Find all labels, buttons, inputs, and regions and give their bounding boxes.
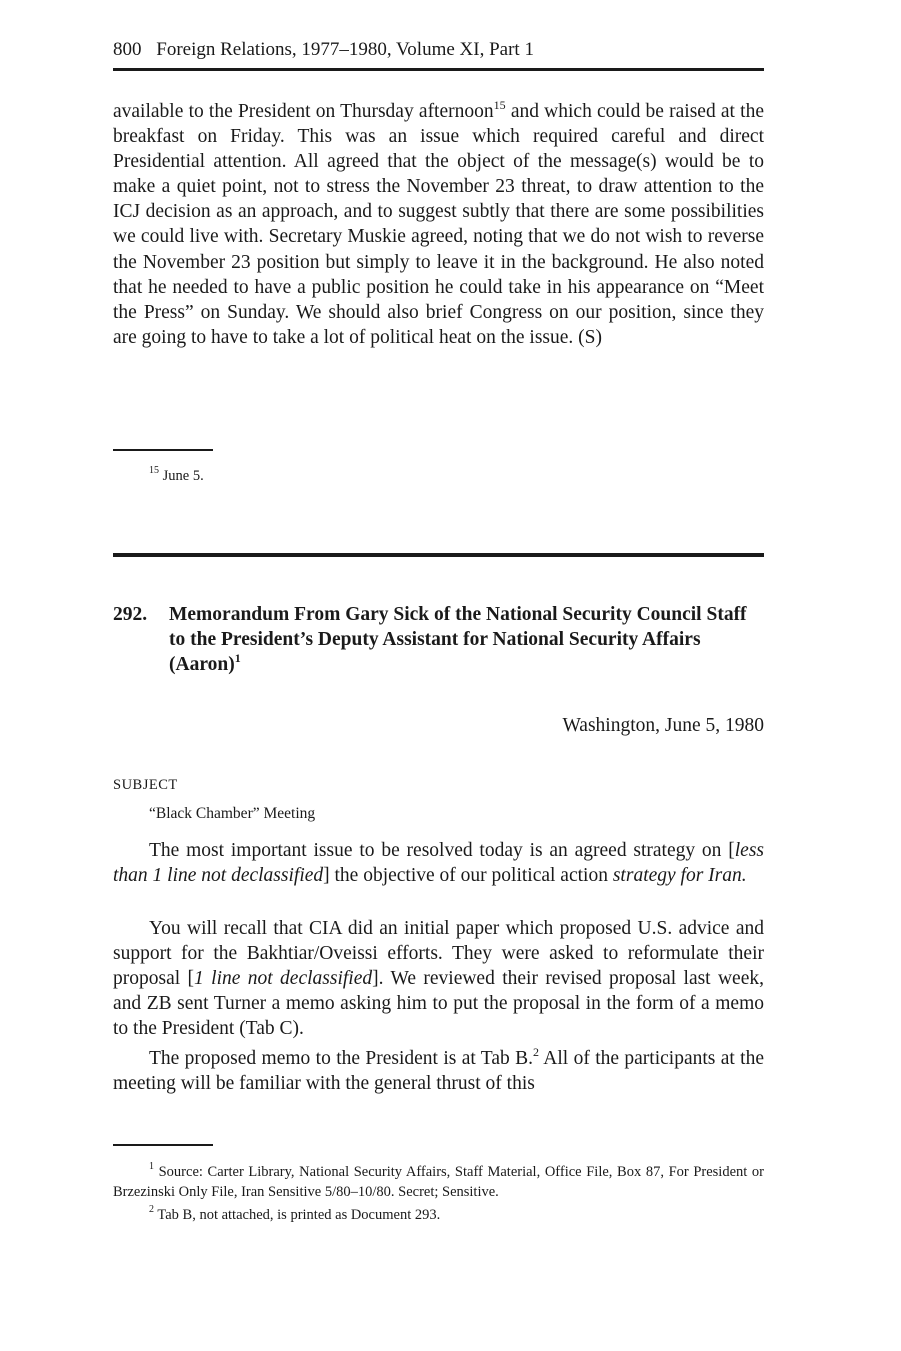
continuation-paragraph bbox=[113, 99, 764, 350]
footnote-rule-2 bbox=[113, 1144, 213, 1146]
continuation-text-start: available to the President on Thursday afternoon bbox=[113, 101, 494, 122]
continuation-text-rest: and which could be raised at the breakfast on Friday. This was an issue which required careful and direct Presidential attention. All agreed that the object of the message(s) would be to make a quiet point, not to stress the November 23 threat, to draw attention to the ICJ decision as an approach, and to suggest subtly that there are some possibilities we could live with. Secretary Muskie agreed, noting that we do not wish to reverse the November 23 position but simply to leave it in the background. He also noted that he needed to have a public position he could take in his appearance on “Meet the Press” on Sunday. We should also brief Congress on our position, since they are going to have to take a lot of political heat on the issue. (S) bbox=[113, 101, 764, 348]
document-heading bbox=[113, 602, 764, 677]
body-paragraph-3 bbox=[113, 1046, 764, 1096]
p1-redaction-note: less than 1 line not declassified bbox=[113, 840, 764, 887]
footnote-ref-15[interactable]: 15 bbox=[493, 97, 506, 112]
p1-text-b: ] the objective of our political action bbox=[323, 865, 613, 887]
body-paragraph-1 bbox=[113, 838, 764, 888]
footnote-text: Tab B, not attached, is printed as Document 293. bbox=[154, 1207, 441, 1223]
footnote-15 bbox=[113, 466, 764, 486]
page-number: 800 bbox=[113, 39, 142, 60]
subject-label: SUBJECT bbox=[113, 777, 178, 793]
subject-text: “Black Chamber” Meeting bbox=[149, 805, 316, 822]
document-separator-rule bbox=[113, 553, 764, 557]
footnote-rule bbox=[113, 449, 213, 451]
footnote-2 bbox=[113, 1205, 764, 1225]
body-paragraph-2 bbox=[113, 916, 764, 1041]
footnote-ref-2[interactable]: 2 bbox=[533, 1044, 539, 1059]
document-number: 292. bbox=[113, 604, 148, 625]
p2-redaction-note: 1 line not declassified bbox=[194, 968, 373, 990]
p3-text-b: All of the participants at the meeting will be familiar with the general thrust of this bbox=[113, 1048, 764, 1095]
running-head-title: Foreign Relations, 1977–1980, Volume XI, Part 1 bbox=[156, 39, 534, 60]
document-title-text: Memorandum From Gary Sick of the National Security Council Staff to the President’s Deputy Assistant for National Security Affairs (Aaron) bbox=[169, 604, 747, 675]
header-rule bbox=[113, 68, 764, 71]
footnote-1 bbox=[113, 1162, 764, 1202]
footnote-text: Source: Carter Library, National Security Affairs, Staff Material, Office File, Box 87, For President or Brzezinski Only File, Iran Sensitive 5/80–10/80. Secret; Sensitive. bbox=[113, 1164, 764, 1200]
p1-text-a: The most important issue to be resolved today is an agreed strategy on [ bbox=[149, 840, 735, 861]
p1-text-italic: strategy for Iran. bbox=[612, 865, 747, 887]
dateline: Washington, June 5, 1980 bbox=[562, 715, 764, 736]
footnote-number: 1 bbox=[149, 1161, 154, 1173]
running-head bbox=[113, 38, 764, 62]
p3-text-a: The proposed memo to the President is at Tab B. bbox=[149, 1048, 533, 1069]
document-title bbox=[169, 602, 764, 677]
footnote-text: June 5. bbox=[159, 468, 204, 484]
p2-text-a: You will recall that CIA did an initial paper which proposed U.S. advice and support for the Bakhtiar/Oveissi efforts. They were asked to reformulate their proposal [ bbox=[113, 918, 764, 990]
p2-text-b: ]. We reviewed their revised proposal last week, and ZB sent Turner a memo asking him to put the proposal in the form of a memo to the President (Tab C). bbox=[113, 968, 764, 1040]
footnote-ref-1[interactable]: 1 bbox=[234, 650, 241, 665]
footnote-number: 15 bbox=[149, 465, 159, 477]
footnote-number: 2 bbox=[149, 1204, 154, 1216]
